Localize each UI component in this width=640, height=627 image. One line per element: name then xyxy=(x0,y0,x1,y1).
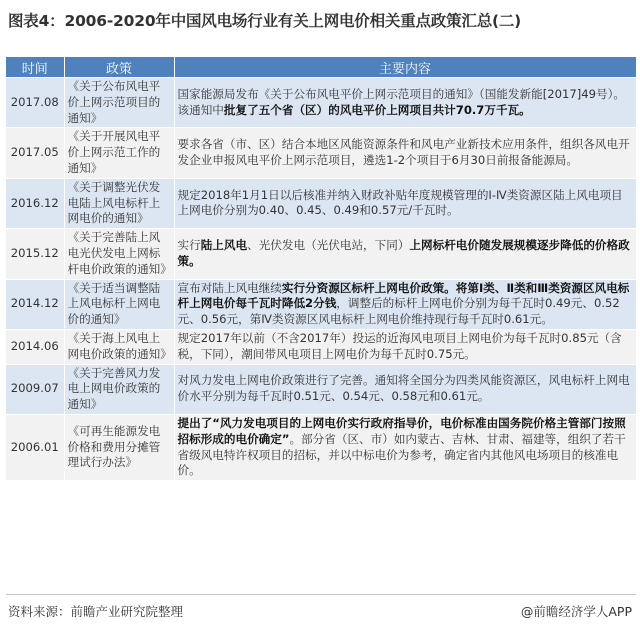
row-policy: 《关于开展风电平价上网示范工作的通知》 xyxy=(64,128,174,178)
table-row xyxy=(6,279,636,329)
table-row xyxy=(6,229,636,279)
row-policy: 《可再生能源发电价格和费用分摊管理试行办法》 xyxy=(64,414,174,480)
row-time: 2014.12 xyxy=(6,279,64,329)
row-time: 2017.05 xyxy=(6,128,64,178)
row-content xyxy=(174,178,636,228)
row-content xyxy=(174,78,636,128)
content-bold-segment: 提出了“ xyxy=(177,415,220,430)
row-policy: 《关于完善陆上风电光伏发电上网标杆电价政策的通知》 xyxy=(64,229,174,279)
table-header-row xyxy=(6,57,636,78)
content-bold-segment: 风力发电项目的上网电价实行政府指导价，电价标准由国务院价格主管部门按照招标形成的电价确定 xyxy=(177,415,626,446)
content-bold-segment: 批复了五个省（区）的风电平价上网项目共计70.7万千瓦。 xyxy=(223,102,531,117)
row-policy: 《关于海上风电上网电价政策的通知》 xyxy=(64,329,174,364)
policy-table xyxy=(6,57,637,480)
row-policy: 《关于公布风电平价上网示范项目的通知》 xyxy=(64,78,174,128)
row-time: 2015.12 xyxy=(6,229,64,279)
header-time: 时间 xyxy=(6,57,64,78)
header-content: 主要内容 xyxy=(174,57,636,78)
table-row xyxy=(6,414,636,480)
content-segment: 。部分省（区、市）如内蒙古、吉林、甘肃、福建等，组织了若干省级风电特许权项目的招标，并以中标电价为参考，确定省内其他风电场项目的核准电价。 xyxy=(177,431,626,478)
content-bold-segment: 实行分资源区标杆上网电价政策。将第Ⅰ类、Ⅱ类和Ⅲ类资源区风电标杆上网电价每千瓦时降低2分钱 xyxy=(177,280,630,311)
header-policy: 政策 xyxy=(64,57,174,78)
content-segment: 对风力发电上网电价政策进行了完善。通知将全国分为四类风能资源区，风电标杆上网电价水平分别为每千瓦时0.51元、0.54元、0.58元和0.61元。 xyxy=(177,373,630,404)
page-title: 图表4：2006-2020年中国风电场行业有关上网电价相关重点政策汇总(二) xyxy=(8,12,522,30)
row-content xyxy=(174,414,636,480)
row-time: 2009.07 xyxy=(6,364,64,414)
table-row xyxy=(6,178,636,228)
row-content xyxy=(174,364,636,414)
row-content xyxy=(174,229,636,279)
content-segment: 规定2018年1月1日以后核准并纳入财政补贴年度规模管理的Ⅰ-Ⅳ类资源区陆上风电项目上网电价分别为0.40、0.45、0.49和0.57元/千瓦时。 xyxy=(177,187,623,218)
brand-credit: @前瞻经济学人APP xyxy=(520,604,632,619)
row-policy: 《关于完善风力发电上网电价政策的通知》 xyxy=(64,364,174,414)
row-time: 2016.12 xyxy=(6,178,64,228)
content-bold-segment: 上网标杆电价随发展规模逐步降低的价格政策。 xyxy=(177,238,630,268)
row-time: 2017.08 xyxy=(6,78,64,128)
content-segment: 宣布对陆上风电继续 xyxy=(177,280,282,295)
content-segment: 实行 xyxy=(177,238,201,253)
content-segment: ，调整后的标杆上网电价分别为每千瓦时0.49元、0.52元、0.56元，第Ⅳ类资源区风电标杆上网电价维持现行每千瓦时0.61元。 xyxy=(177,296,620,327)
table-row xyxy=(6,329,636,364)
table-row xyxy=(6,128,636,178)
footer-divider xyxy=(6,594,636,595)
row-time: 2014.06 xyxy=(6,329,64,364)
content-segment: 规定2017年以前（不含2017年）投运的近海风电项目上网电价为每千瓦时0.85元（含税，下同），潮间带风电项目上网电价为每千瓦时0.75元。 xyxy=(177,330,622,361)
row-content xyxy=(174,329,636,364)
content-bold-segment: 陆上风电 xyxy=(200,238,248,253)
content-segment: 、光伏发电（光伏电站，下同） xyxy=(247,238,410,253)
content-segment: 国家能源局发布《关于公布风电平价上网示范项目的通知》（国能发新能[2017]49号）。该通知中 xyxy=(177,86,625,117)
content-bold-segment: ” xyxy=(281,431,290,446)
row-content xyxy=(174,279,636,329)
row-time: 2006.01 xyxy=(6,414,64,480)
row-policy: 《关于适当调整陆上风电标杆上网电价的通知》 xyxy=(64,279,174,329)
table-row xyxy=(6,78,636,128)
source-note: 资料来源：前瞻产业研究院整理 xyxy=(8,604,184,619)
table-row xyxy=(6,364,636,414)
row-policy: 《关于调整光伏发电陆上风电标杆上网电价的通知》 xyxy=(64,178,174,228)
row-content xyxy=(174,128,636,178)
content-segment: 要求各省（市、区）结合本地区风能资源条件和风电产业新技术应用条件，组织各风电开发企业申报风电平价上网示范项目，遴选1-2个项目于6月30日前报备能源局。 xyxy=(177,137,630,168)
